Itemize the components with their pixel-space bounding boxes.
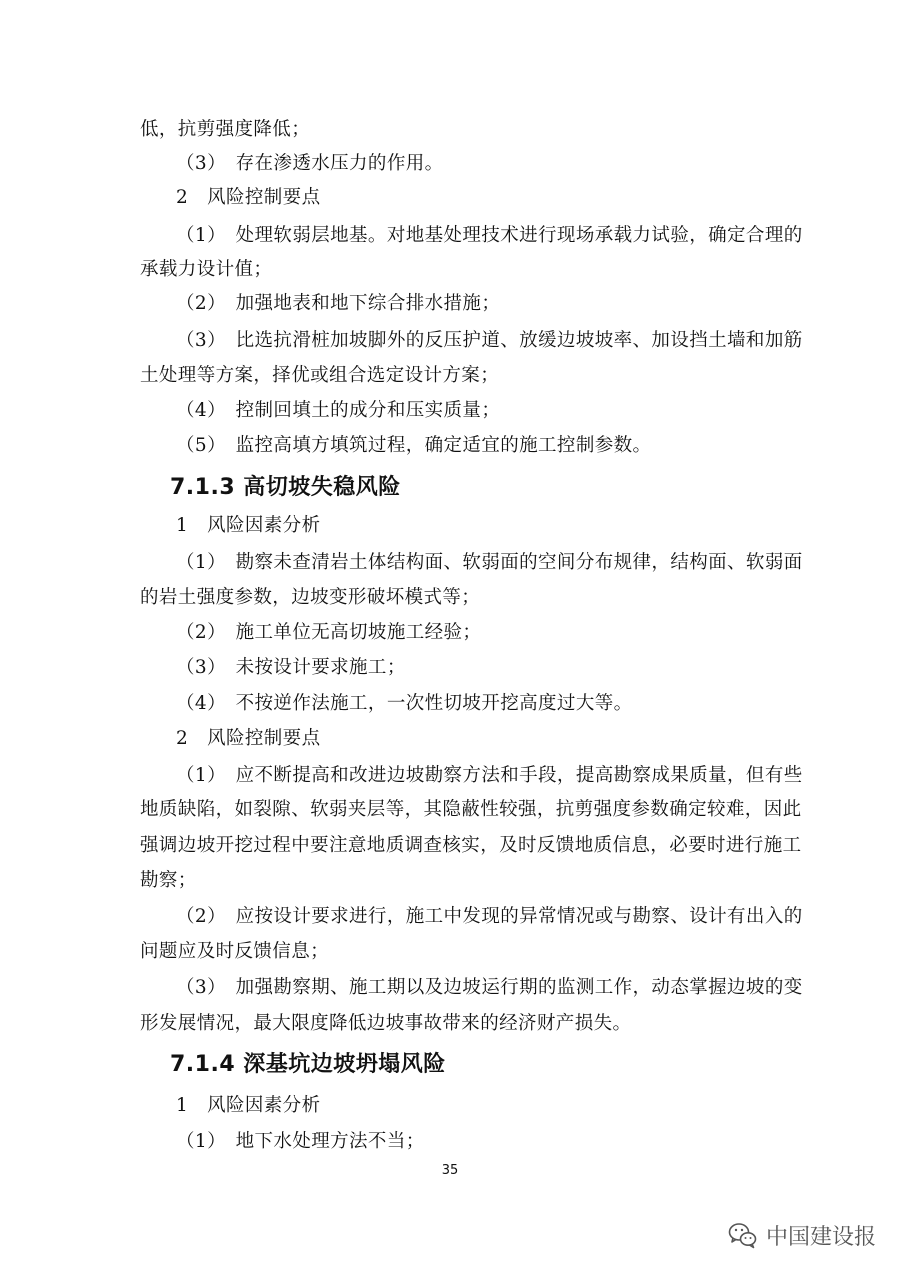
paragraph-line: （3） 未按设计要求施工； bbox=[176, 657, 406, 678]
section-heading: 7.1.4 深基坑边坡坍塌风险 bbox=[170, 1052, 446, 1077]
paragraph-line: （5） 监控高填方填筑过程，确定适宜的施工控制参数。 bbox=[176, 435, 652, 456]
paragraph-line: 形发展情况，最大限度降低边坡事故带来的经济财产损失。 bbox=[140, 1013, 632, 1034]
paragraph-line: （3） 加强勘察期、施工期以及边坡运行期的监测工作，动态掌握边坡的变 bbox=[176, 977, 803, 998]
paragraph-line: （1） 处理软弱层地基。对地基处理技术进行现场承载力试验，确定合理的 bbox=[176, 225, 803, 246]
wechat-icon bbox=[728, 1221, 758, 1249]
section-label: 2 风险控制要点 bbox=[176, 728, 321, 749]
paragraph-line: （2） 施工单位无高切坡施工经验； bbox=[176, 622, 482, 643]
page-number: 35 bbox=[441, 1163, 459, 1178]
paragraph-line: （1） 应不断提高和改进边坡勘察方法和手段，提高勘察成果质量，但有些 bbox=[176, 765, 803, 786]
paragraph-line: 的岩土强度参数，边坡变形破坏模式等； bbox=[140, 587, 481, 608]
paragraph-line: （3） 存在渗透水压力的作用。 bbox=[176, 153, 444, 174]
paragraph-line: （3） 比选抗滑桩加坡脚外的反压护道、放缓边坡坡率、加设挡土墙和加筋 bbox=[176, 330, 803, 351]
paragraph-line: （4） 控制回填土的成分和压实质量； bbox=[176, 400, 501, 421]
section-label: 1 风险因素分析 bbox=[176, 1095, 321, 1116]
section-label: 1 风险因素分析 bbox=[176, 515, 321, 536]
paragraph-line: （2） 加强地表和地下综合排水措施； bbox=[176, 293, 501, 314]
paragraph-line: 土处理等方案，择优或组合选定设计方案； bbox=[140, 365, 500, 386]
paragraph-line: 问题应及时反馈信息； bbox=[140, 941, 330, 962]
paragraph-line: 低，抗剪强度降低； bbox=[140, 119, 311, 140]
section-heading: 7.1.3 高切坡失稳风险 bbox=[170, 475, 401, 500]
paragraph-line: 强调边坡开挖过程中要注意地质调查核实，及时反馈地质信息，必要时进行施工 bbox=[140, 835, 802, 856]
paragraph-line: 地质缺陷，如裂隙、软弱夹层等，其隐蔽性较强，抗剪强度参数确定较难，因此 bbox=[140, 799, 802, 820]
paragraph-line: （1） 勘察未查清岩土体结构面、软弱面的空间分布规律，结构面、软弱面 bbox=[176, 552, 803, 573]
watermark-text: 中国建设报 bbox=[766, 1224, 877, 1250]
section-label: 2 风险控制要点 bbox=[176, 187, 321, 208]
paragraph-line: （4） 不按逆作法施工，一次性切坡开挖高度过大等。 bbox=[176, 693, 633, 714]
watermark bbox=[728, 1218, 876, 1252]
paragraph-line: 承载力设计值； bbox=[140, 259, 273, 280]
paragraph-line: （2） 应按设计要求进行，施工中发现的异常情况或与勘察、设计有出入的 bbox=[176, 906, 803, 927]
paragraph-line: 勘察； bbox=[140, 870, 197, 891]
paragraph-line: （1） 地下水处理方法不当； bbox=[176, 1131, 425, 1152]
